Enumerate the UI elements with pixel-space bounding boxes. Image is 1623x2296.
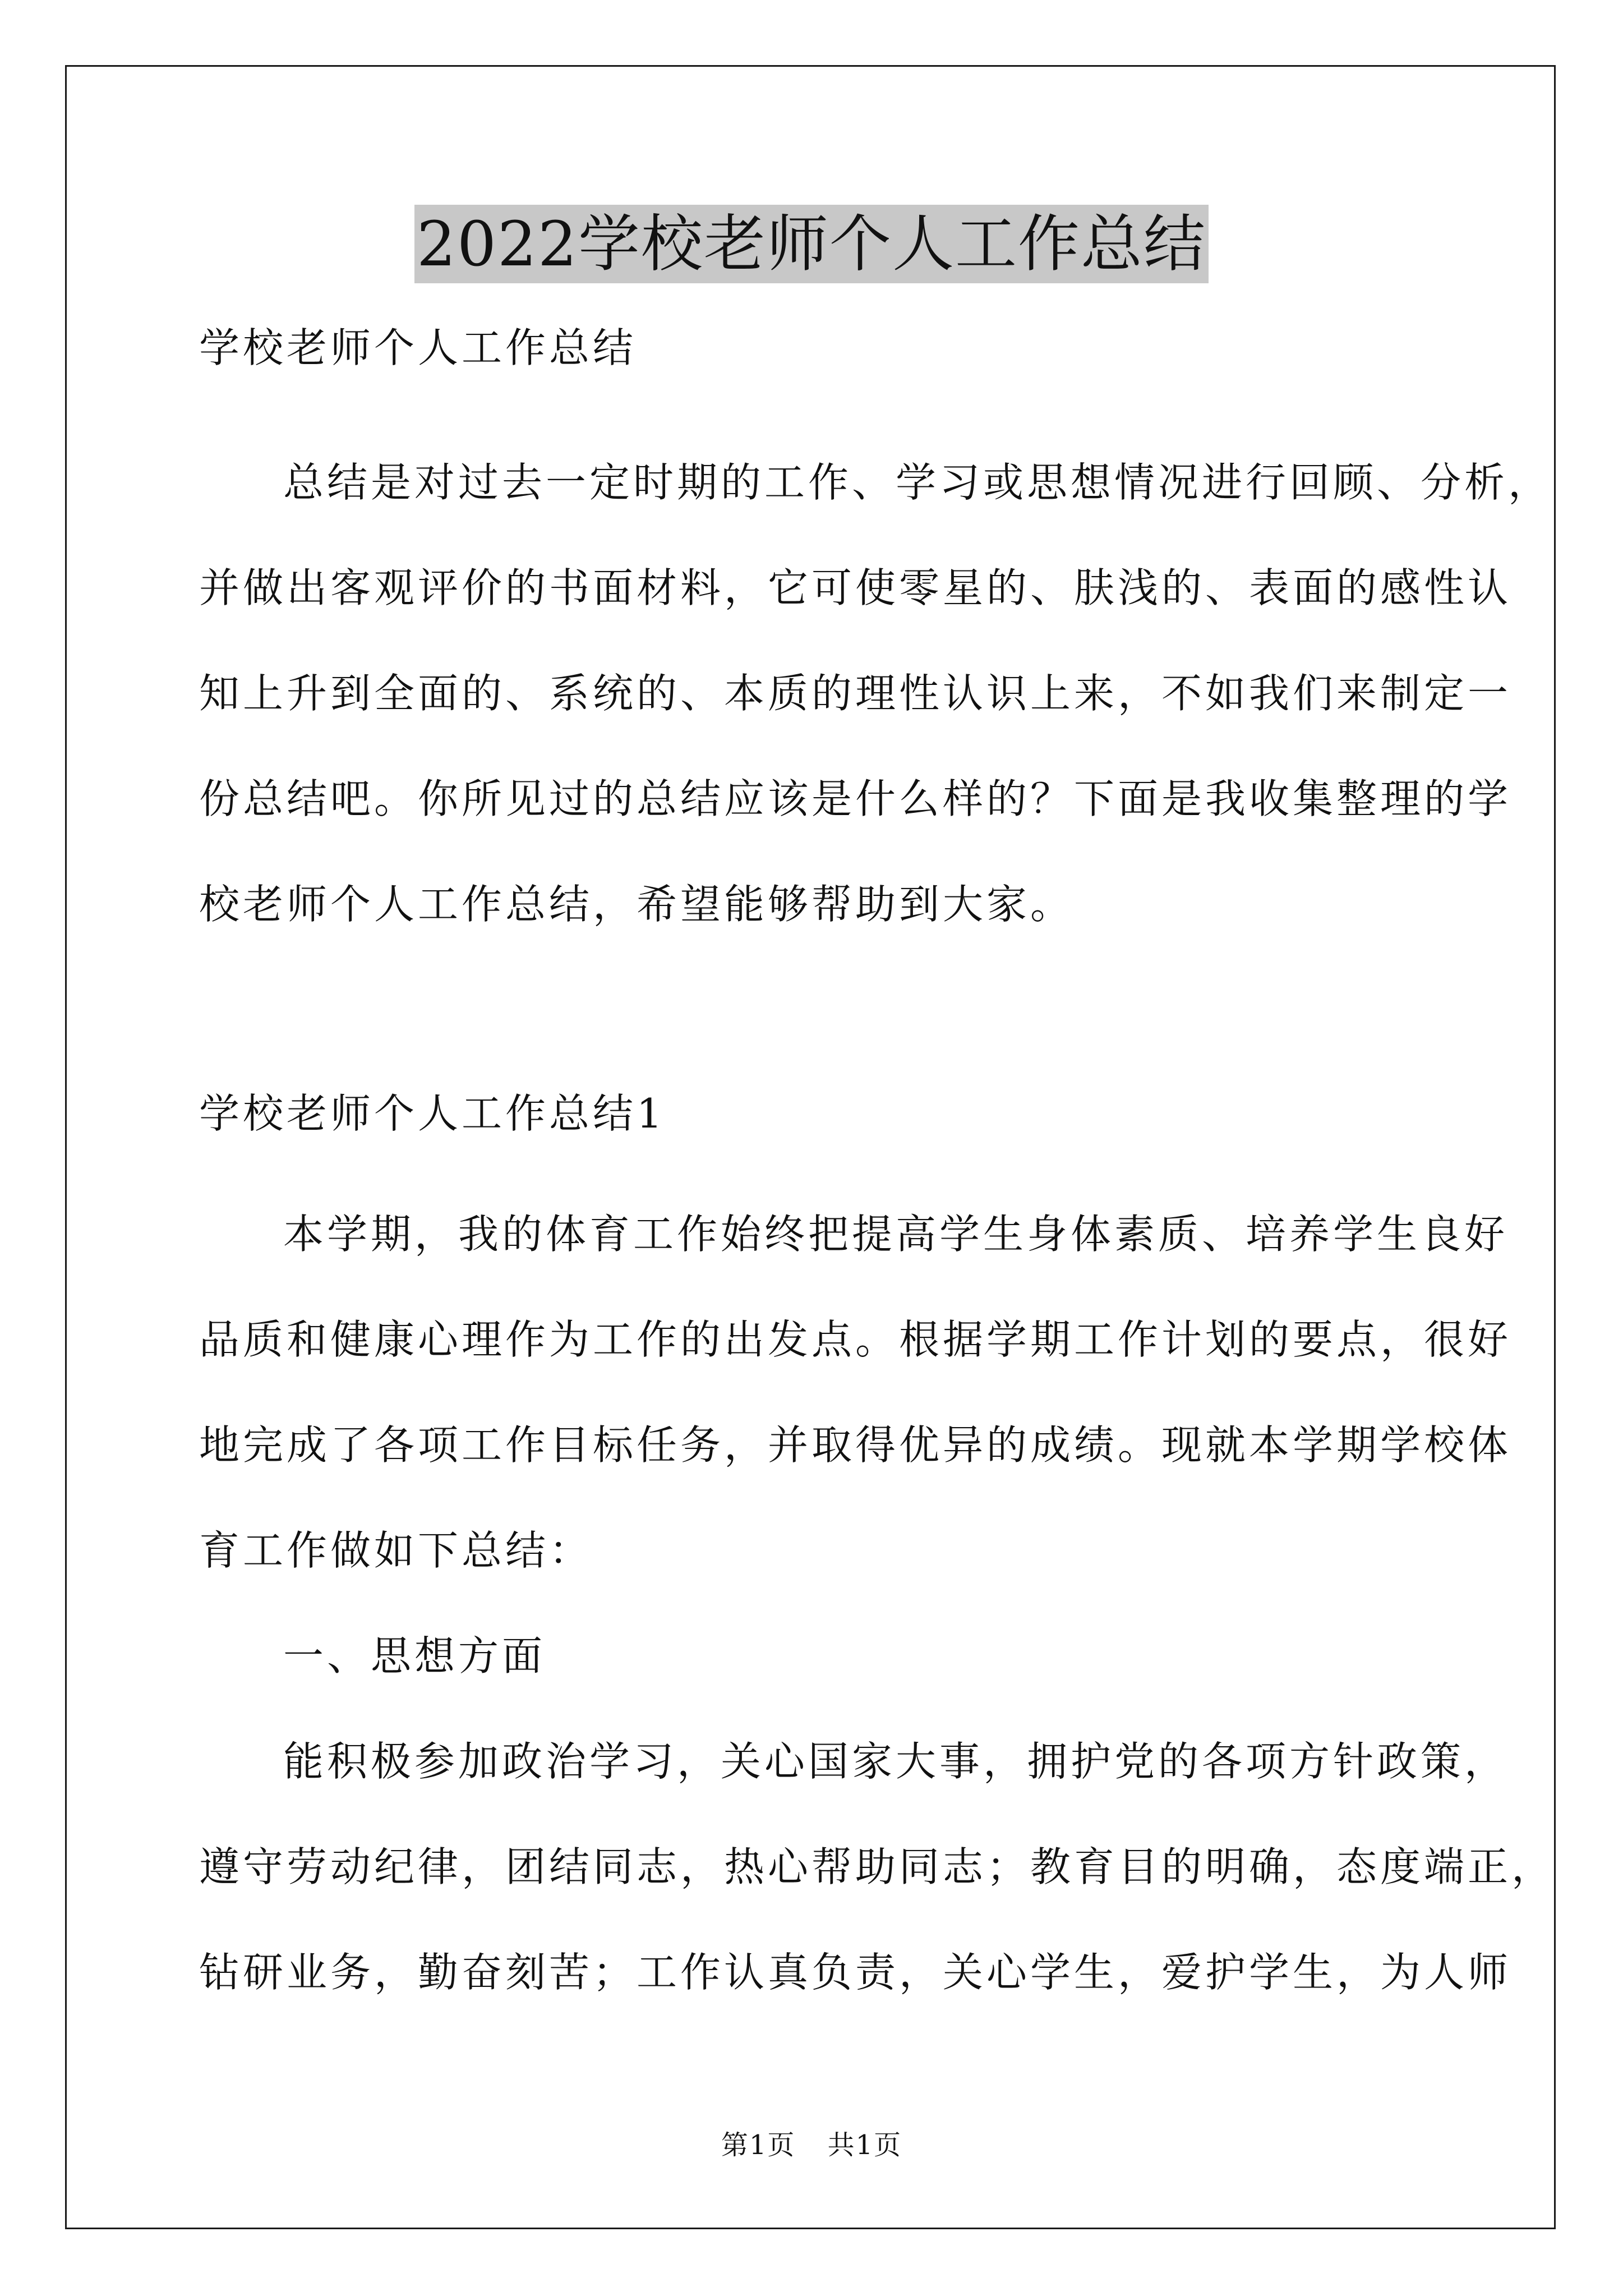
paragraph-line: 并做出客观评价的书面材料，它可使零星的、肤浅的、表面的感性认 — [199, 564, 1512, 611]
paragraph-line: 育工作做如下总结： — [199, 1527, 593, 1574]
paragraph-line: 校老师个人工作总结，希望能够帮助到大家。 — [199, 881, 1075, 928]
paragraph-line: 能积极参加政治学习，关心国家大事，拥护党的各项方针政策， — [283, 1738, 1509, 1785]
section-heading: 学校老师个人工作总结1 — [199, 1090, 666, 1137]
document-title: 2022学校老师个人工作总结 — [414, 205, 1209, 283]
page-number-total: 共1页 — [827, 2129, 902, 2161]
paragraph-line: 遵守劳动纪律，团结同志，热心帮助同志；教育目的明确，态度端正， — [199, 1843, 1556, 1890]
paragraph-line: 总结是对过去一定时期的工作、学习或思想情况进行回顾、分析， — [283, 459, 1552, 506]
subtitle-line: 学校老师个人工作总结 — [199, 324, 637, 371]
page-number-current: 第1页 — [721, 2129, 796, 2161]
title-container — [0, 205, 1623, 283]
paragraph-line: 地完成了各项工作目标任务，并取得优异的成绩。现就本学期学校体 — [199, 1421, 1512, 1469]
page-border — [65, 65, 1556, 2229]
paragraph-line: 品质和健康心理作为工作的出发点。根据学期工作计划的要点，很好 — [199, 1316, 1512, 1363]
paragraph-line: 份总结吧。你所见过的总结应该是什么样的？下面是我收集整理的学 — [199, 775, 1512, 822]
paragraph-line: 知上升到全面的、系统的、本质的理性认识上来，不如我们来制定一 — [199, 670, 1512, 717]
subsection-heading: 一、思想方面 — [283, 1632, 546, 1680]
page-footer — [0, 2123, 1623, 2162]
paragraph-line: 钻研业务，勤奋刻苦；工作认真负责，关心学生，爱护学生，为人师 — [199, 1949, 1512, 1996]
paragraph-line: 本学期，我的体育工作始终把提高学生身体素质、培养学生良好 — [283, 1211, 1509, 1258]
